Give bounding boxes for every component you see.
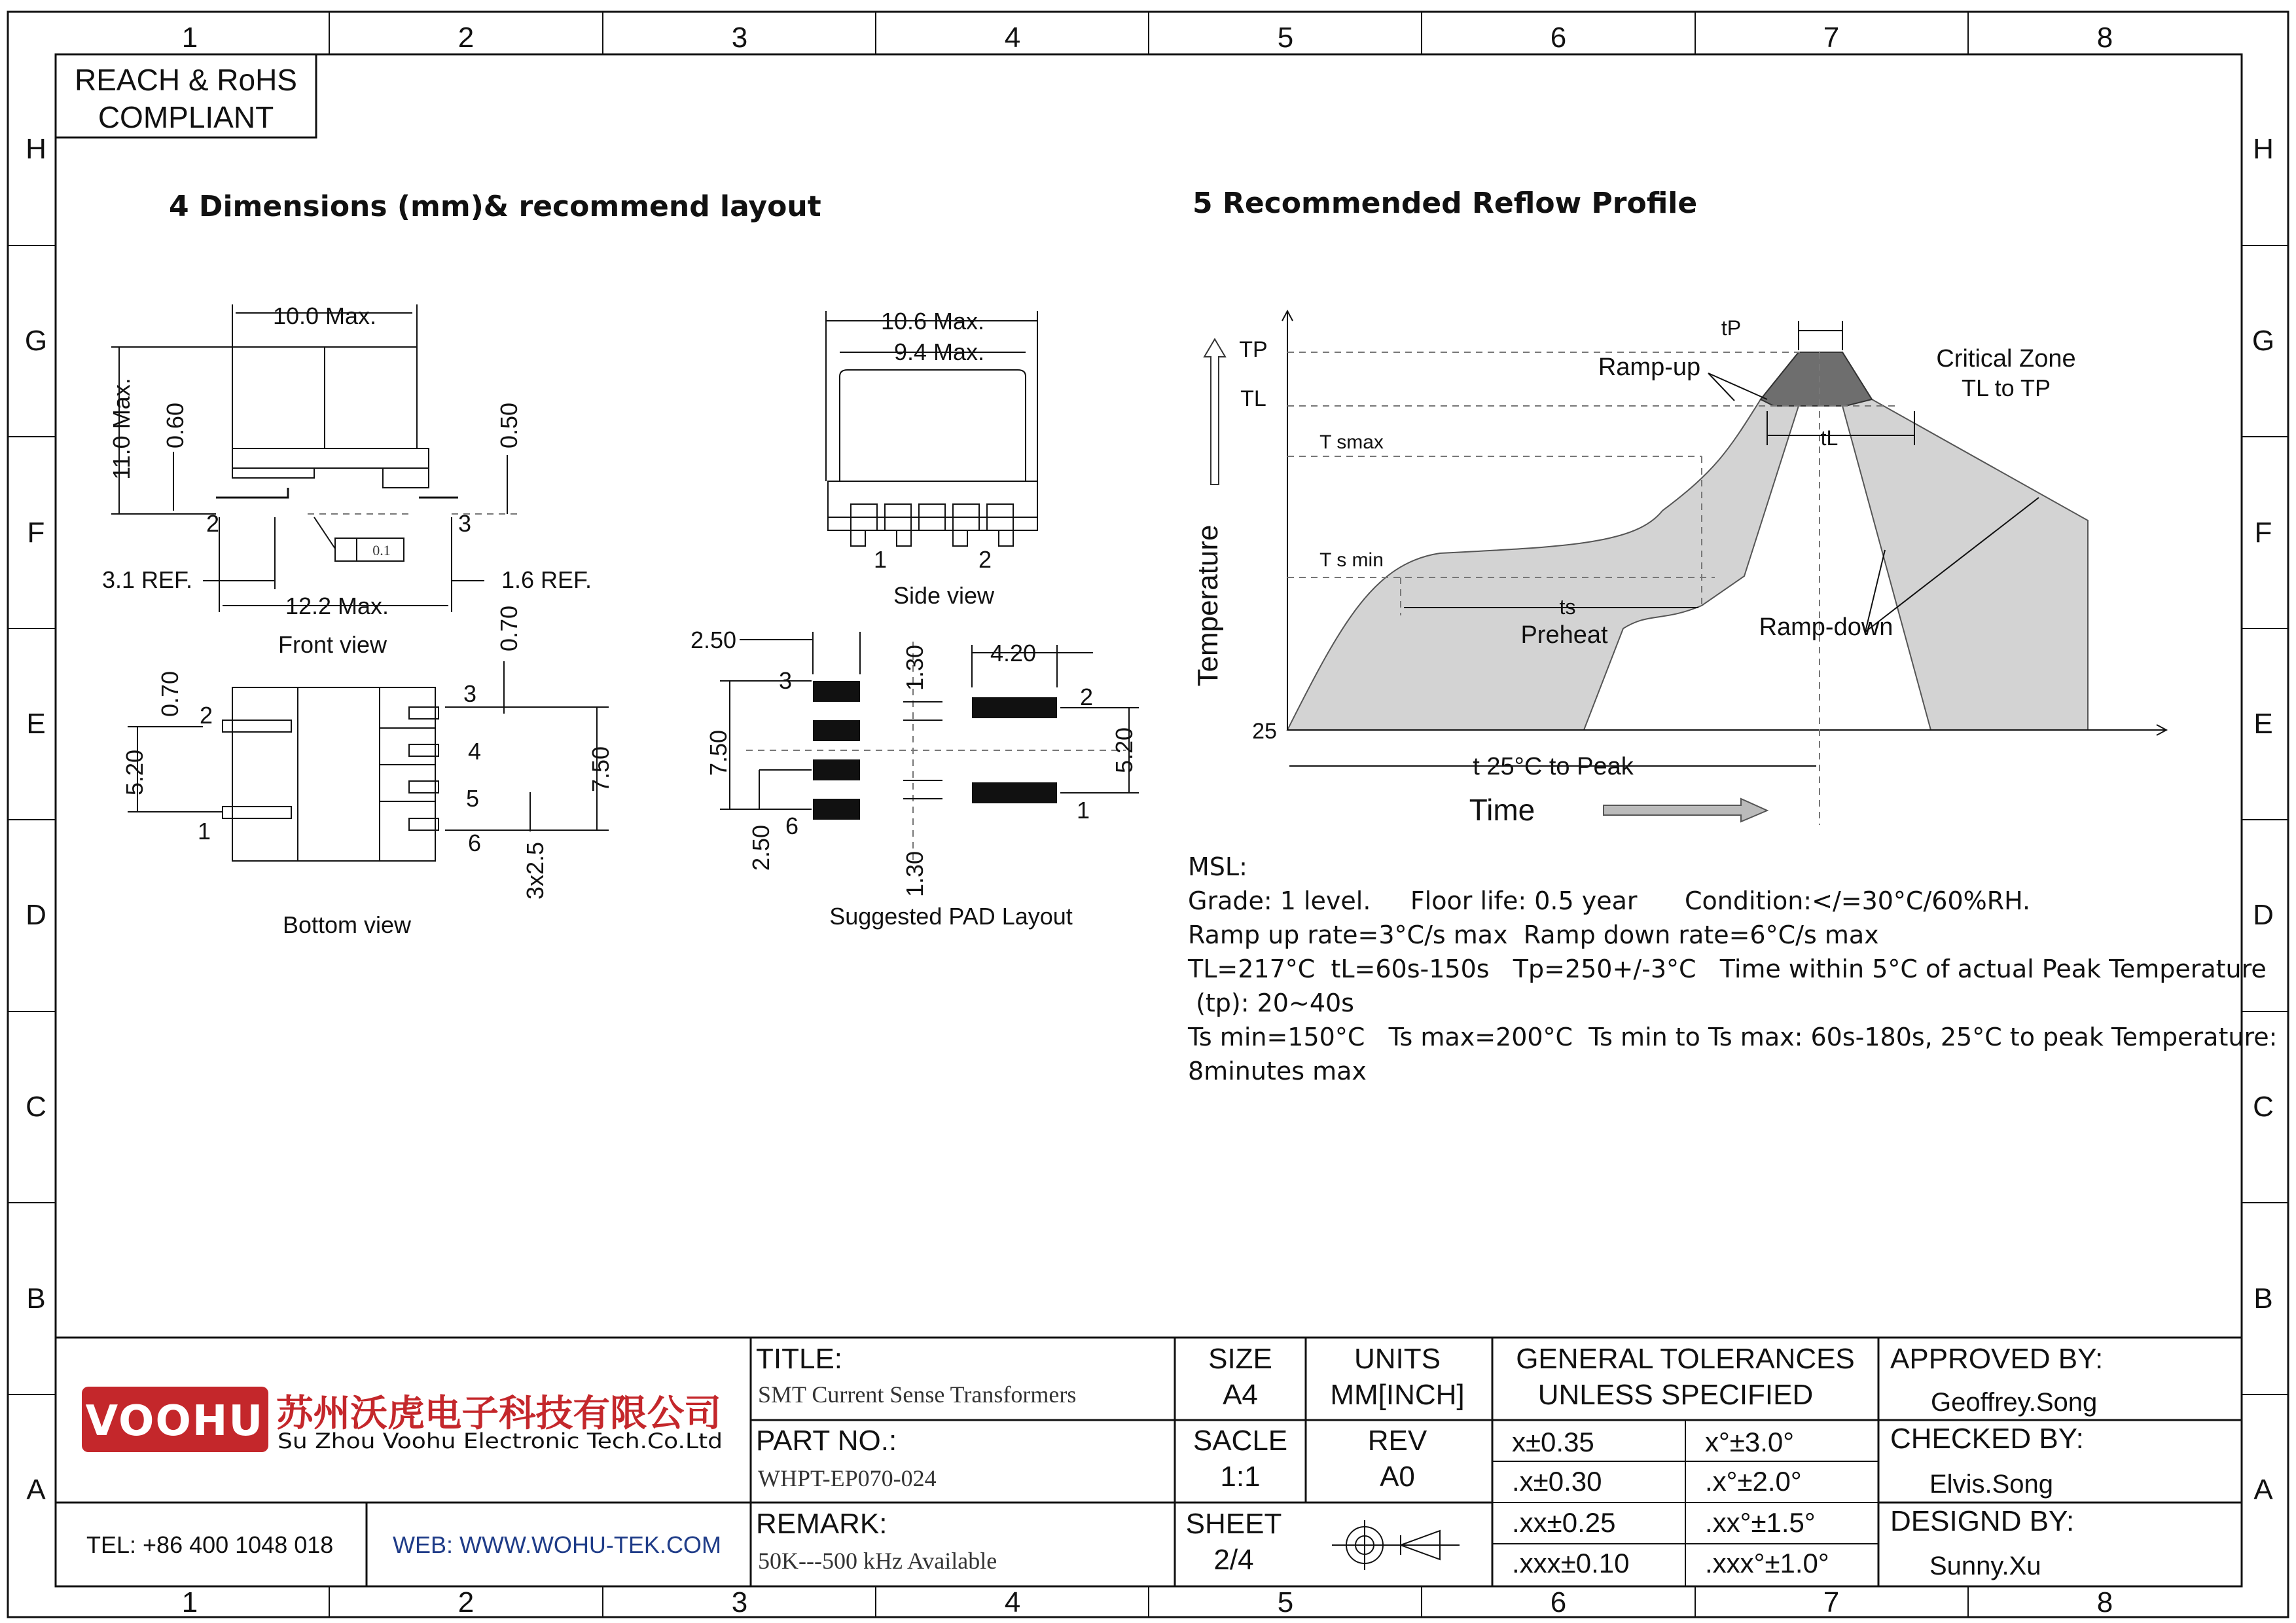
y-tick-25: 25 — [1252, 719, 1277, 744]
col-label: 5 — [1277, 1586, 1294, 1618]
row-label: F — [2254, 517, 2272, 549]
designed-label: DESIGND BY: — [1890, 1505, 2075, 1537]
company-name-cn: 苏州沃虎电子科技有限公司 — [276, 1393, 721, 1435]
drawing-frame — [8, 12, 2288, 1618]
part-label: PART NO.: — [756, 1425, 897, 1457]
compliance-line2: COMPLIANT — [98, 100, 274, 134]
tolerance-value: .xxx±0.10 — [1512, 1548, 1630, 1578]
units-value: MM[INCH] — [1330, 1379, 1465, 1411]
company-name-en: Su Zhou Voohu Electronic Tech.Co.Ltd — [278, 1429, 723, 1453]
title-block — [56, 1338, 2242, 1586]
pad-layout-caption: Suggested PAD Layout — [829, 903, 1073, 930]
pin-label: 1 — [873, 546, 888, 573]
label-critical-zone: Critical Zone — [1936, 345, 2076, 373]
critical-zone — [1761, 352, 1872, 406]
dim-520: 5.20 — [121, 749, 148, 796]
dim-ref-left: 3.1 REF. — [101, 566, 193, 593]
row-label: F — [27, 517, 45, 549]
rev-value: A0 — [1380, 1461, 1415, 1493]
pin-label: 5 — [465, 785, 480, 812]
msl-line: Ramp up rate=3°C/s max Ramp down rate=6°C/s max — [1188, 921, 1879, 949]
row-label: C — [26, 1091, 46, 1123]
pin-label: 6 — [467, 830, 482, 856]
msl-line: 8minutes max — [1188, 1057, 1367, 1085]
col-label: 4 — [1004, 1586, 1021, 1618]
pad — [972, 697, 1057, 718]
approved-by: Geoffrey.Song — [1931, 1388, 2098, 1417]
row-label: H — [2253, 133, 2274, 165]
pad — [813, 720, 860, 741]
pin-label: 3 — [463, 680, 477, 707]
pin-label: 2 — [206, 510, 220, 537]
flatness-value: 0.1 — [372, 542, 391, 558]
label-ramp-down: Ramp-down — [1759, 613, 1893, 641]
row-label: E — [2253, 708, 2273, 740]
label-preheat: Preheat — [1520, 621, 1608, 649]
dim-070-right: 0.70 — [495, 605, 522, 652]
col-label: 7 — [1823, 1586, 1840, 1618]
col-label: 3 — [731, 22, 748, 54]
tolerance-value: .xx±0.25 — [1512, 1507, 1616, 1538]
row-label: D — [2253, 899, 2274, 931]
row-label: G — [24, 325, 48, 357]
col-label: 8 — [2096, 1586, 2113, 1618]
pin-label: 4 — [467, 738, 482, 765]
dim-ref-right: 1.6 REF. — [501, 566, 592, 593]
pad-layout — [691, 627, 1139, 930]
reflow-profile-chart — [1192, 311, 2166, 827]
compliance-line1: REACH & RoHS — [75, 63, 297, 97]
y-axis-label: Temperature — [1192, 524, 1224, 687]
tolerance-value: x±0.35 — [1512, 1427, 1594, 1457]
row-label: A — [26, 1474, 46, 1506]
front-view-caption: Front view — [278, 631, 387, 658]
part-number: WHPT-EP070-024 — [758, 1465, 937, 1491]
dim-height-max: 11.0 Max. — [108, 378, 135, 480]
tolerance-value: .x±0.30 — [1512, 1466, 1602, 1497]
size-value: A4 — [1223, 1379, 1258, 1411]
dim-060: 0.60 — [162, 402, 188, 449]
tolerance-heading: GENERAL TOLERANCES — [1516, 1343, 1855, 1375]
msl-line: MSL: — [1188, 852, 1247, 881]
col-label: 7 — [1823, 22, 1840, 54]
dim-050: 0.50 — [495, 402, 522, 449]
section5-title: 5 Recommended Reflow Profile — [1193, 187, 1698, 220]
side-view — [826, 308, 1037, 609]
label-t25: t 25°C to Peak — [1473, 753, 1634, 780]
row-label: B — [2253, 1283, 2273, 1315]
title-value: SMT Current Sense Transformers — [758, 1381, 1077, 1408]
dim-250-bottom: 2.50 — [747, 824, 774, 871]
designed-by: Sunny.Xu — [1929, 1552, 2041, 1580]
msl-notes — [1187, 852, 2277, 1085]
dim-inner-max: 9.4 Max. — [893, 338, 985, 365]
label-critical-range: TL to TP — [1961, 374, 2051, 401]
tolerance-value: .x°±2.0° — [1705, 1466, 1802, 1497]
y-tick-tp: TP — [1239, 337, 1268, 362]
rev-label: REV — [1367, 1425, 1427, 1457]
dim-130-bottom: 1.30 — [901, 850, 928, 898]
tolerance-subheading: UNLESS SPECIFIED — [1537, 1379, 1814, 1411]
col-label: 6 — [1550, 22, 1567, 54]
compliance-box — [56, 54, 316, 137]
checked-label: CHECKED BY: — [1890, 1423, 2084, 1455]
scale-label: SACLE — [1193, 1425, 1288, 1457]
dim-outer-max: 10.6 Max. — [880, 308, 985, 335]
pin-label: 3 — [778, 667, 793, 694]
tolerance-value: .xxx°±1.0° — [1705, 1548, 1829, 1578]
msl-line: Grade: 1 level. Floor life: 0.5 year Condition:</=30°C/60%RH. — [1188, 886, 2031, 915]
front-view — [102, 302, 592, 658]
tel: TEL: +86 400 1048 018 — [86, 1531, 334, 1558]
pin-label: 2 — [1079, 684, 1094, 710]
col-label: 2 — [457, 1586, 475, 1618]
dim-070-left: 0.70 — [156, 670, 183, 718]
col-label: 6 — [1550, 1586, 1567, 1618]
pin-label: 2 — [978, 546, 992, 573]
checked-by: Elvis.Song — [1929, 1470, 2053, 1499]
pin-label: 1 — [1076, 797, 1090, 824]
tolerance-value: .xx°±1.5° — [1705, 1507, 1816, 1538]
sheet-label: SHEET — [1185, 1508, 1282, 1540]
tolerance-value: x°±3.0° — [1705, 1427, 1795, 1457]
col-label: 1 — [181, 22, 198, 54]
row-label: A — [2253, 1474, 2273, 1506]
label-ts: ts — [1559, 595, 1576, 619]
pin-label: 3 — [457, 510, 472, 537]
section4-title: 4 Dimensions (mm)& recommend layout — [169, 190, 821, 223]
scale-value: 1:1 — [1220, 1461, 1261, 1493]
pin-label: 2 — [199, 702, 213, 729]
dim-250-top: 2.50 — [690, 627, 737, 653]
approved-label: APPROVED BY: — [1890, 1343, 2104, 1375]
row-label: B — [26, 1283, 46, 1315]
y-tick-tsmax: T smax — [1319, 431, 1384, 453]
dim-130-top: 1.30 — [901, 644, 928, 691]
pad — [813, 681, 860, 702]
sheet-value: 2/4 — [1213, 1544, 1254, 1576]
row-label: E — [26, 708, 46, 740]
col-label: 1 — [181, 1586, 198, 1618]
y-tick-tl: TL — [1240, 386, 1266, 411]
units-label: UNITS — [1354, 1343, 1441, 1375]
label-tl: tL — [1820, 426, 1839, 450]
row-label: D — [26, 899, 46, 931]
dim-420: 4.20 — [990, 640, 1037, 666]
row-label: H — [26, 133, 46, 165]
col-label: 4 — [1004, 22, 1021, 54]
pin-label: 6 — [785, 812, 799, 839]
dim-base-max: 12.2 Max. — [285, 593, 389, 619]
dim-750-pad: 7.50 — [705, 729, 732, 776]
col-label: 3 — [731, 1586, 748, 1618]
label-ramp-up: Ramp-up — [1598, 354, 1701, 381]
msl-line: (tp): 20~40s — [1188, 989, 1354, 1017]
label-tp: tP — [1721, 316, 1742, 340]
dim-pitch: 3x2.5 — [522, 841, 548, 900]
pad — [972, 782, 1057, 803]
y-tick-tsmin: T s min — [1319, 549, 1384, 571]
reflow-profile-area — [1287, 352, 2088, 730]
pin-label: 1 — [197, 818, 211, 845]
size-label: SIZE — [1208, 1343, 1272, 1375]
logo-text: VOOHU — [85, 1397, 264, 1446]
title-label: TITLE: — [756, 1343, 843, 1375]
dim-750: 7.50 — [587, 746, 614, 793]
col-label: 8 — [2096, 22, 2113, 54]
msl-line: Ts min=150°C Ts max=200°C Ts min to Ts max: 60s-180s, 25°C to peak Temperature: — [1188, 1023, 2278, 1051]
side-view-caption: Side view — [893, 582, 995, 609]
website-link[interactable]: WEB: WWW.WOHU-TEK.COM — [393, 1531, 721, 1558]
col-label: 2 — [457, 22, 475, 54]
x-axis-label: Time — [1469, 793, 1535, 827]
remark-label: REMARK: — [756, 1508, 888, 1540]
row-label: C — [2253, 1091, 2274, 1123]
projection-symbol — [1332, 1520, 1460, 1570]
remark-value: 50K---500 kHz Available — [758, 1548, 997, 1574]
msl-line: TL=217°C tL=60s-150s Tp=250+/-3°C Time within 5°C of actual Peak Temperature — [1188, 955, 2267, 983]
pad — [813, 799, 860, 820]
pad — [813, 759, 860, 780]
dim-width-max: 10.0 Max. — [272, 302, 377, 329]
bottom-view-caption: Bottom view — [282, 911, 412, 938]
col-label: 5 — [1277, 22, 1294, 54]
dim-520-pad: 5.20 — [1111, 727, 1138, 774]
row-label: G — [2251, 325, 2275, 357]
